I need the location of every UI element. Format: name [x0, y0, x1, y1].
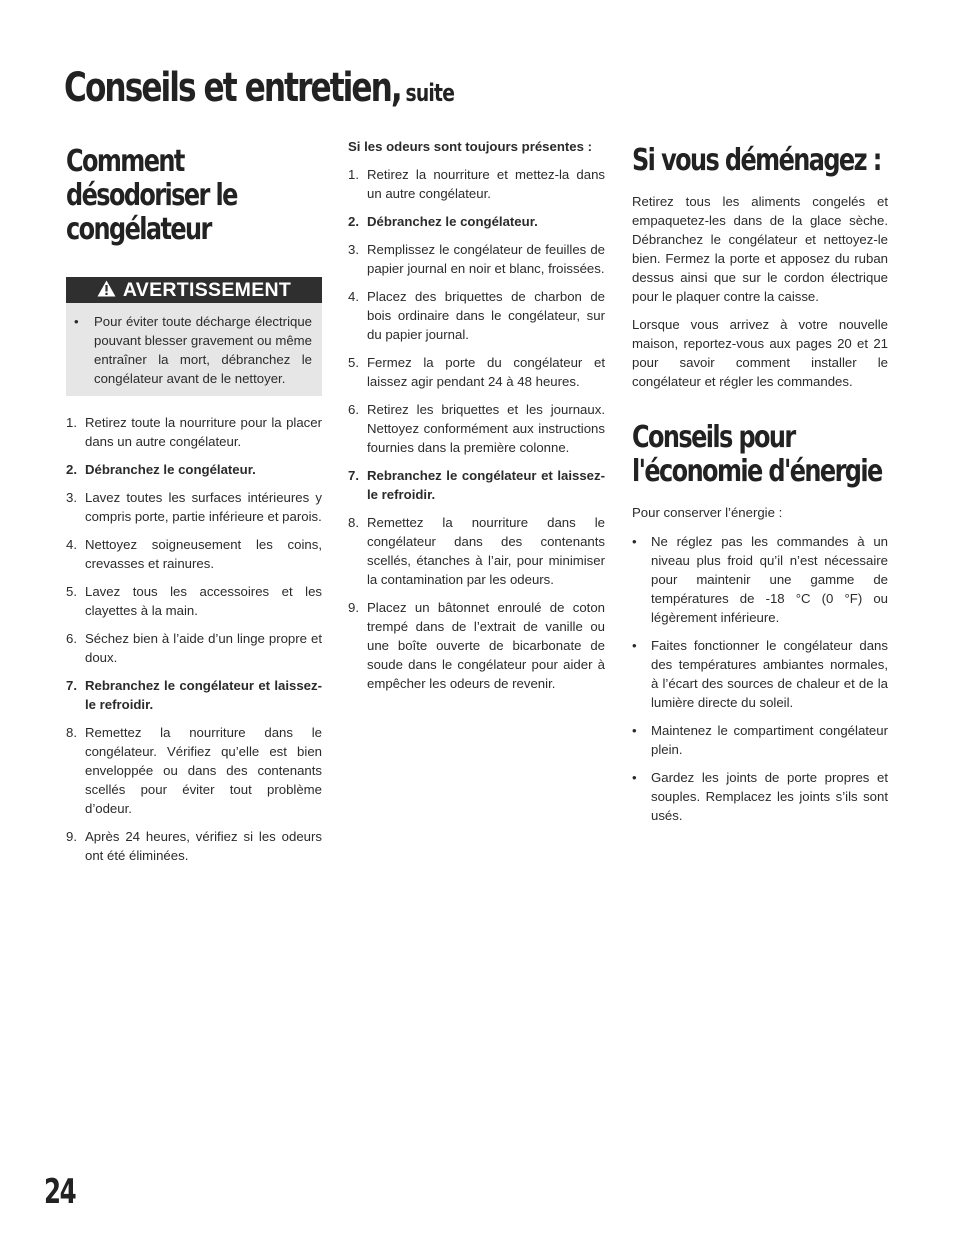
bullet-mark: •	[632, 638, 637, 653]
moving-paragraph: Lorsque vous arrivez à votre nouvelle maison, reportez-vous aux pages 20 et 21 pour savoir comment installer le congélateur et régler les commandes.	[632, 317, 888, 389]
step-number: 7.	[66, 678, 77, 693]
step-number: 4.	[348, 289, 359, 304]
moving-energy-column	[632, 144, 888, 834]
step-number: 9.	[348, 600, 359, 615]
step-text: Après 24 heures, vérifiez si les odeurs ont été éliminées.	[85, 829, 322, 863]
list-item	[66, 535, 322, 573]
list-item	[66, 827, 322, 865]
step-text: Débranchez le congélateur.	[85, 462, 256, 477]
list-item	[66, 582, 322, 620]
tip-text: Gardez les joints de porte propres et souples. Remplacez les joints s’ils sont usés.	[651, 770, 888, 823]
step-text: Placez un bâtonnet enroulé de coton trempé dans de l’extrait de vanille ou une boîte ouverte de bicarbonate de soude dans le congélateur pour aider à empêcher les odeurs de revenir.	[367, 600, 605, 691]
step-number: 1.	[348, 167, 359, 182]
step-text: Fermez la porte du congélateur et laissez agir pendant 24 à 48 heures.	[367, 355, 605, 389]
warning-box	[66, 277, 322, 396]
bullet-mark: •	[632, 723, 637, 738]
list-item	[66, 723, 322, 818]
odors-column	[348, 137, 605, 702]
step-text: Retirez les briquettes et les journaux. Nettoyez conformément aux instructions fournies dans la première colonne.	[367, 402, 605, 455]
step-text: Lavez tous les accessoires et les clayettes à la main.	[85, 584, 322, 618]
deodorize-column	[66, 145, 322, 874]
list-item	[348, 287, 605, 344]
list-item	[348, 240, 605, 278]
bullet-mark: •	[74, 314, 79, 329]
bullet-mark: •	[632, 534, 637, 549]
warning-bullet	[74, 312, 312, 388]
step-text: Remettez la nourriture dans le congélateur dans des contenants scellés, étanches à l’air, pour minimiser la contamination par les odeurs.	[367, 515, 605, 587]
step-text: Rebranchez le congélateur et laissez-le refroidir.	[85, 678, 322, 712]
list-item	[66, 676, 322, 714]
warning-bar	[66, 277, 322, 303]
moving-paragraph: Retirez tous les aliments congelés et empaquetez-les dans de la glace sèche. Débranchez le congélateur et nettoyez-le bien. Fermez la porte et apposez du ruban dessus ainsi que sur le cordon électrique pour le plaquer contre la caisse.	[632, 194, 888, 304]
step-number: 8.	[348, 515, 359, 530]
step-text: Retirez la nourriture et mettez-la dans un autre congélateur.	[367, 167, 605, 201]
step-text: Remettez la nourriture dans le congélateur. Vérifiez qu’elle est bien enveloppée ou dans des contenants scellés pour éviter tout problème d’odeur.	[85, 725, 322, 816]
step-number: 9.	[66, 829, 77, 844]
step-text: Lavez toutes les surfaces intérieures y compris porte, partie inférieure et parois.	[85, 490, 322, 524]
deodorize-steps	[66, 413, 322, 865]
step-number: 5.	[66, 584, 77, 599]
list-item	[348, 400, 605, 457]
step-number: 5.	[348, 355, 359, 370]
step-text: Retirez toute la nourriture pour la placer dans un autre congélateur.	[85, 415, 322, 449]
bullet-mark: •	[632, 770, 637, 785]
energy-intro: Pour conserver l’énergie :	[632, 505, 783, 520]
step-text: Rebranchez le congélateur et laissez-le refroidir.	[367, 468, 605, 502]
list-item	[632, 532, 888, 627]
step-number: 6.	[348, 402, 359, 417]
step-number: 3.	[348, 242, 359, 257]
list-item	[348, 353, 605, 391]
step-number: 4.	[66, 537, 77, 552]
warning-text: Pour éviter toute décharge électrique pouvant blesser gravement ou même entraîner la mort, débranchez le congélateur avant de le nettoyer.	[94, 314, 312, 386]
warning-label: AVERTISSEMENT	[122, 278, 292, 301]
page-number: 24	[44, 1172, 76, 1212]
odors-subheading: Si les odeurs sont toujours présentes :	[348, 139, 593, 154]
step-text: Nettoyez soigneusement les coins, crevasses et rainures.	[85, 537, 322, 571]
list-item	[66, 629, 322, 667]
tip-text: Faites fonctionner le congélateur dans des températures ambiantes normales, à l’écart des sources de chaleur et de la lumière directe du soleil.	[651, 638, 888, 710]
tip-text: Maintenez le compartiment congélateur plein.	[651, 723, 888, 757]
list-item	[348, 165, 605, 203]
step-text: Séchez bien à l’aide d’un linge propre et doux.	[85, 631, 322, 665]
step-text: Remplissez le congélateur de feuilles de papier journal en noir et blanc, froissées.	[367, 242, 605, 276]
page-title-main: Conseils et entretien,	[64, 65, 401, 111]
list-item	[348, 598, 605, 693]
energy-tips	[632, 532, 888, 825]
page-title-suffix: suite	[405, 79, 455, 107]
warning-body	[66, 303, 322, 396]
page-title	[64, 60, 454, 121]
list-item	[66, 460, 322, 479]
step-number: 1.	[66, 415, 77, 430]
step-text: Débranchez le congélateur.	[367, 214, 538, 229]
list-item	[348, 513, 605, 589]
odors-steps	[348, 165, 605, 693]
step-number: 6.	[66, 631, 77, 646]
list-item	[348, 466, 605, 504]
step-number: 7.	[348, 468, 359, 483]
step-number: 2.	[348, 214, 359, 229]
list-item	[632, 721, 888, 759]
step-number: 2.	[66, 462, 77, 477]
warning-triangle-icon	[97, 280, 116, 301]
list-item	[66, 413, 322, 451]
list-item	[632, 636, 888, 712]
list-item	[632, 768, 888, 825]
list-item	[348, 212, 605, 231]
moving-heading: Si vous déménagez :	[632, 143, 881, 178]
tip-text: Ne réglez pas les commandes à un niveau plus froid qu’il n’est nécessaire pour maintenir une gamme de températures de -18 °C (0 °F) ou légèrement inférieure.	[651, 534, 888, 625]
list-item	[66, 488, 322, 526]
step-text: Placez des briquettes de charbon de bois ordinaire dans le congélateur, sur du papier journal.	[367, 289, 605, 342]
step-number: 3.	[66, 490, 77, 505]
energy-heading: Conseils pour l'économie d'énergie	[632, 420, 882, 489]
step-number: 8.	[66, 725, 77, 740]
deodorize-heading: Comment désodoriser le congélateur	[66, 144, 237, 247]
